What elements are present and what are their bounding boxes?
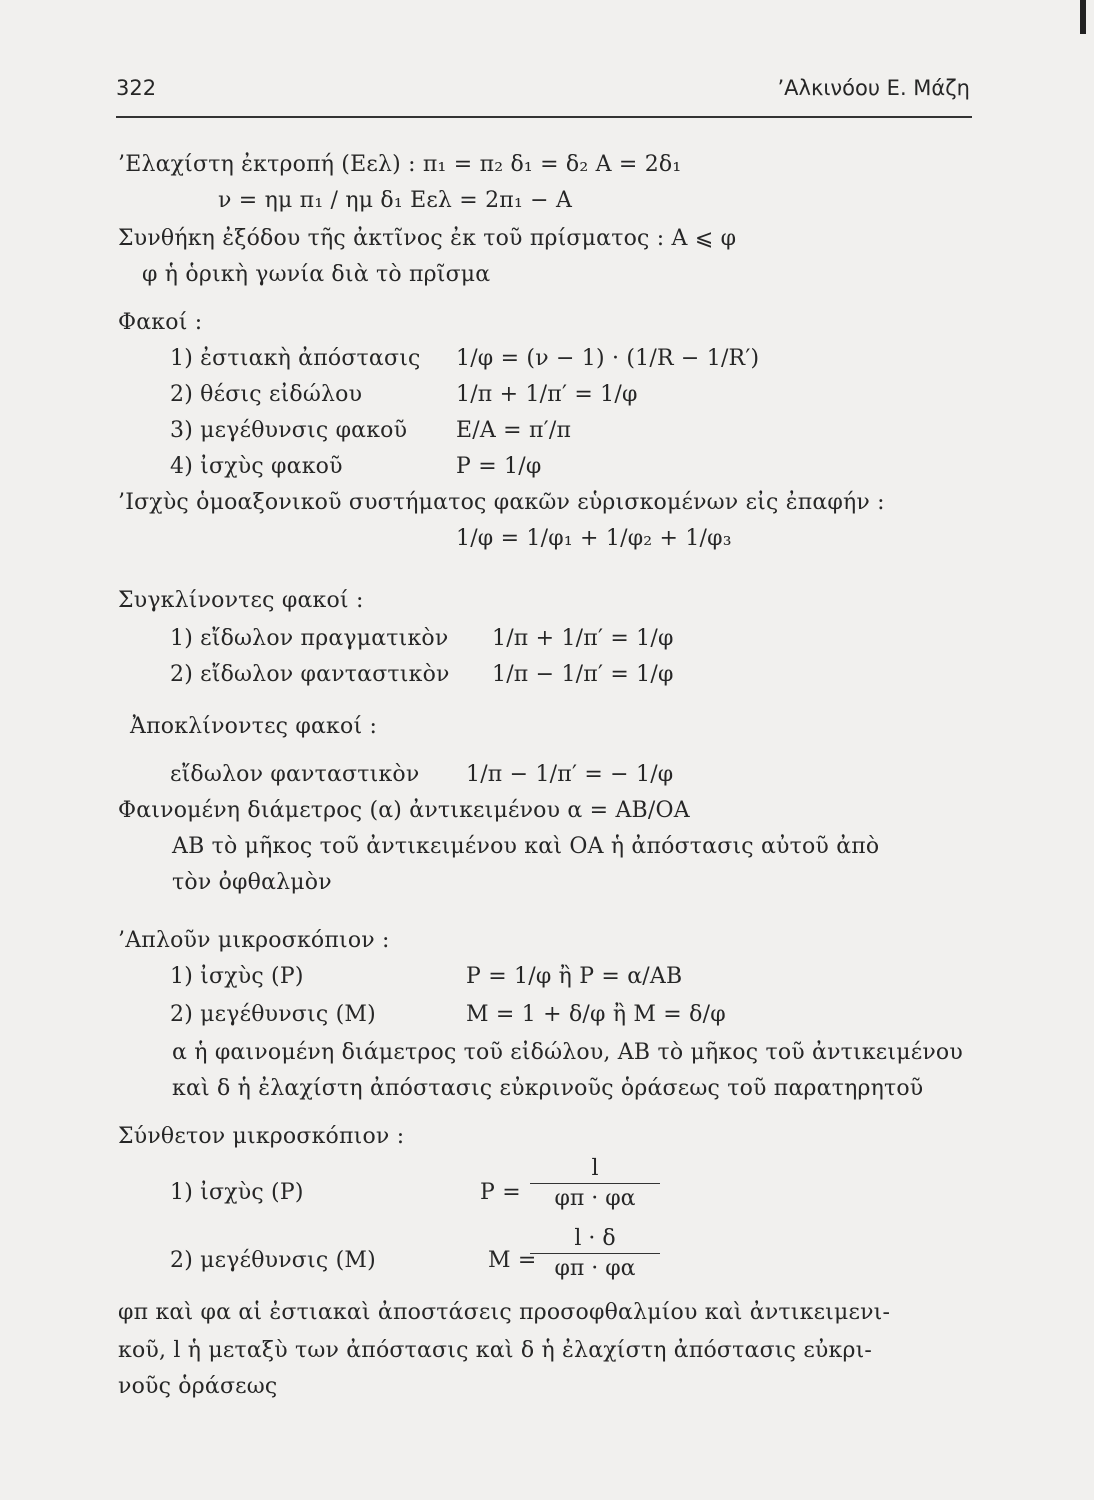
converging-heading: Συγκλίνοντες φακοί : (118, 588, 364, 613)
simple-microscope-heading: ’Απλοῦν μικροσκόπιον : (118, 928, 390, 953)
diverging-heading: Ἀποκλίνοντες φακοί : (130, 714, 378, 739)
apparent-diameter-line1: Φαινομένη διάμετρος (α) ἀντικειμένου α = AB/OA (118, 798, 690, 823)
compound-power-numerator: l (530, 1156, 660, 1184)
simple-microscope-mag-formula: M = 1 + δ/φ ἢ M = δ/φ (466, 1002, 726, 1027)
compound-microscope-heading: Σύνθετον μικροσκόπιον : (118, 1124, 405, 1149)
lens-focal-label: 1) ἐστιακὴ ἀπόστασις (170, 346, 421, 371)
contact-system-text: ’Ισχὺς ὁμοαξονικοῦ συστήματος φακῶν εὑρισκομένων εἰς ἐπαφήν : (118, 490, 885, 515)
page-edge-mark (1080, 0, 1086, 34)
compound-note1: φπ καὶ φα αἱ ἐστιακαὶ ἀποστάσεις προσοφθαλμίου καὶ ἀντικειμενι- (118, 1300, 891, 1325)
min-deviation-line2: ν = ημ π₁ / ημ δ₁ Eελ = 2π₁ − A (218, 188, 573, 213)
lens-focal-formula: 1/φ = (ν − 1) · (1/R − 1/R′) (456, 346, 760, 371)
critical-angle-note: φ ἡ ὁρικὴ γωνία διὰ τὸ πρῖσμα (142, 262, 491, 287)
header-rule (116, 116, 972, 118)
compound-power-denominator: φπ · φα (554, 1186, 636, 1211)
lens-magnification-formula: E/A = π′/π (456, 418, 572, 443)
lens-image-position-formula: 1/π + 1/π′ = 1/φ (456, 382, 638, 407)
compound-mag-label: 2) μεγέθυνσις (M) (170, 1248, 376, 1273)
apparent-diameter-line3: τὸν ὀφθαλμὸν (172, 870, 332, 895)
diverging-formula: 1/π − 1/π′ = − 1/φ (466, 762, 674, 787)
compound-mag-fraction (530, 1226, 660, 1281)
diverging-label: εἴδωλον φανταστικὸν (170, 762, 420, 787)
converging-real-formula: 1/π + 1/π′ = 1/φ (492, 626, 674, 651)
simple-microscope-power-formula: P = 1/φ ἢ P = α/AB (466, 964, 683, 989)
simple-microscope-note1: α ἡ φαινομένη διάμετρος τοῦ εἰδώλου, AB τὸ μῆκος τοῦ ἀντικειμένου (172, 1040, 963, 1065)
running-header-author: ’Αλκινόου Ε. Μάζη (777, 76, 970, 100)
min-deviation-line1: ’Ελαχίστη ἐκτροπή (Eελ) : π₁ = π₂ δ₁ = δ₂ A = 2δ₁ (118, 152, 682, 177)
simple-microscope-note2: καὶ δ ἡ ἐλαχίστη ἀπόστασις εὐκρινοῦς ὁράσεως τοῦ παρατηρητοῦ (172, 1076, 924, 1101)
exit-condition: Συνθήκη ἐξόδου τῆς ἀκτῖνος ἐκ τοῦ πρίσματος : A ⩽ φ (118, 226, 737, 251)
compound-power-fraction (530, 1156, 660, 1211)
compound-power-lhs: P = (480, 1180, 521, 1205)
converging-virtual-label: 2) εἴδωλον φανταστικὸν (170, 662, 450, 687)
compound-mag-lhs: M = (488, 1248, 537, 1273)
compound-note3: νοῦς ὁράσεως (118, 1374, 278, 1399)
compound-mag-denominator: φπ · φα (554, 1256, 636, 1281)
compound-mag-numerator: l · δ (530, 1226, 660, 1254)
lens-power-label: 4) ἰσχὺς φακοῦ (170, 454, 343, 479)
lenses-heading: Φακοί : (118, 310, 203, 335)
converging-real-label: 1) εἴδωλον πραγματικὸν (170, 626, 449, 651)
page-number: 322 (116, 76, 157, 100)
lens-power-formula: P = 1/φ (456, 454, 542, 479)
apparent-diameter-line2: AB τὸ μῆκος τοῦ ἀντικειμένου καὶ OA ἡ ἀπόστασις αὐτοῦ ἀπὸ (172, 834, 880, 859)
contact-system-formula: 1/φ = 1/φ₁ + 1/φ₂ + 1/φ₃ (456, 526, 732, 551)
compound-note2: κοῦ, l ἡ μεταξὺ των ἀπόστασις καὶ δ ἡ ἐλαχίστη ἀπόστασις εὐκρι- (118, 1338, 873, 1363)
simple-microscope-mag-label: 2) μεγέθυνσις (M) (170, 1002, 376, 1027)
lens-image-position-label: 2) θέσις εἰδώλου (170, 382, 363, 407)
lens-magnification-label: 3) μεγέθυνσις φακοῦ (170, 418, 408, 443)
compound-power-label: 1) ἰσχὺς (P) (170, 1180, 304, 1205)
simple-microscope-power-label: 1) ἰσχὺς (P) (170, 964, 304, 989)
converging-virtual-formula: 1/π − 1/π′ = 1/φ (492, 662, 674, 687)
